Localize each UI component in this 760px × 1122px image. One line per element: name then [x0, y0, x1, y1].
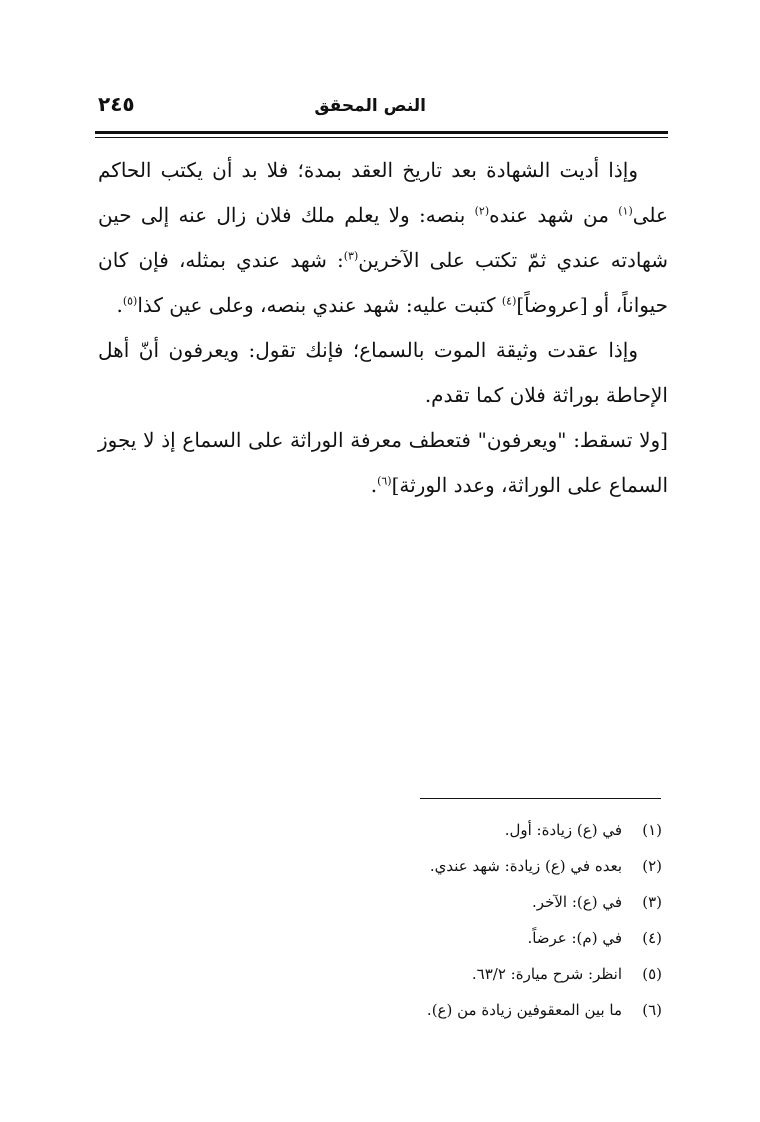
- page-number: ٢٤٥: [98, 92, 135, 116]
- paragraph-text: من شهد عنده: [489, 203, 619, 227]
- running-title: النص المحقق: [314, 96, 426, 116]
- footnote-text: في (ع): الآخر.: [532, 893, 622, 911]
- header-rule-thin: [95, 137, 668, 138]
- footnote-ref-6: (٦): [377, 474, 392, 488]
- paragraph-1: [98, 148, 668, 328]
- footnote-text: بعده في (ع) زيادة: شهد عندي.: [429, 857, 622, 875]
- footnote-text: في (م): عرضاً.: [527, 929, 622, 947]
- page-header: [98, 92, 668, 126]
- footnote-3: [242, 884, 662, 920]
- footnote-text: انظر: شرح ميارة: ٦٣/٢.: [471, 965, 622, 983]
- footnote-ref-1: (١): [618, 204, 633, 218]
- footnote-number: (١): [642, 821, 662, 839]
- paragraph-text: وإذا عقدت وثيقة الموت بالسماع؛ فإنك تقول: ويعرفون أنّ أهل الإحاطة بوراثة فلان كما تقدم.: [98, 338, 668, 407]
- footnote-ref-5: (٥): [122, 294, 138, 308]
- footnote-1: [242, 812, 662, 848]
- paragraph-3: [98, 418, 668, 508]
- footnote-number: (٤): [642, 929, 662, 947]
- paragraph-text: وإذا أديت الشهادة بعد تاريخ العقد بمدة؛ فلا بد أن يكتب الحاكم على: [98, 158, 668, 227]
- footnotes: [242, 812, 662, 1028]
- footnote-4: [242, 920, 662, 956]
- footnote-ref-3: (٣): [343, 249, 359, 263]
- footnote-5: [242, 956, 662, 992]
- paragraph-text: .: [370, 473, 378, 497]
- footnote-text: في (ع) زيادة: أول.: [504, 821, 622, 839]
- paragraph-text: كتبت عليه: شهد عندي بنصه، وعلى عين كذا: [137, 293, 502, 317]
- paragraph-text: [ولا تسقط: "ويعرفون" فتعطف معرفة الوراثة على السماع إذ لا يجوز السماع على الوراثة، وعدد الورثة]: [98, 428, 668, 497]
- footnote-separator: [420, 798, 661, 799]
- footnote-ref-2: (٢): [474, 204, 490, 218]
- paragraph-text: بنصه: ولا يعلم ملك فلان زال عنه إلى حين شهادته عندي ثمّ تكتب على الآخرين: [98, 203, 668, 272]
- footnote-6: [242, 992, 662, 1028]
- footnote-2: [242, 848, 662, 884]
- paragraph-text: : شهد عندي بمثله، فإن كان حيواناً، أو [عروضاً]: [98, 248, 668, 317]
- footnote-number: (٥): [642, 965, 662, 983]
- footnote-ref-4: (٤): [501, 294, 517, 308]
- footnote-number: (٦): [642, 1001, 662, 1019]
- header-rule-thick: [95, 131, 668, 134]
- main-text: [98, 148, 668, 508]
- paragraph-2: [98, 328, 668, 418]
- footnote-number: (٣): [642, 893, 662, 911]
- footnote-number: (٢): [642, 857, 662, 875]
- footnote-text: ما بين المعقوفين زيادة من (ع).: [426, 1001, 622, 1019]
- paragraph-text: .: [116, 293, 123, 317]
